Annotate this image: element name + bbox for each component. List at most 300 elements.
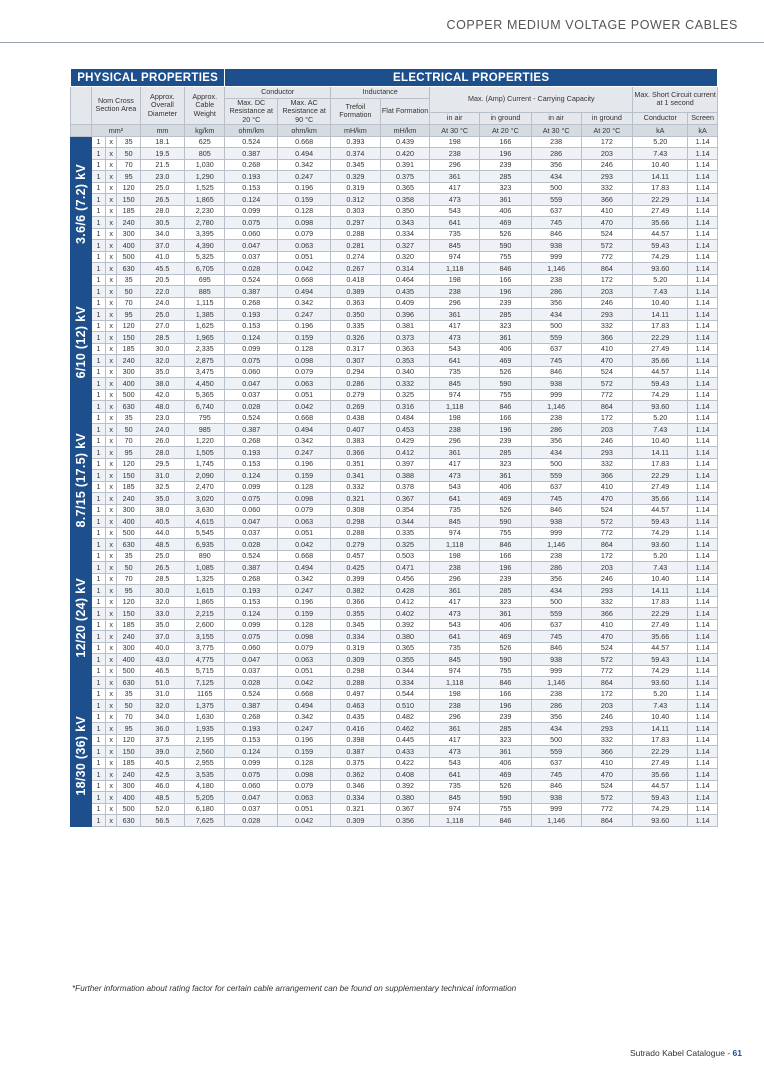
table-cell: x xyxy=(105,596,117,608)
table-cell: 630 xyxy=(117,815,140,827)
table-cell: x xyxy=(105,516,117,528)
table-cell: 637 xyxy=(531,481,581,493)
table-cell: 52.0 xyxy=(140,803,184,815)
table-cell: 5,545 xyxy=(185,527,225,539)
table-cell: 0.342 xyxy=(278,435,331,447)
table-cell: 500 xyxy=(531,596,581,608)
table-cell: 1.14 xyxy=(688,631,718,643)
table-cell: 0.037 xyxy=(225,251,278,263)
table-cell: 735 xyxy=(430,228,480,240)
table-cell: 19.5 xyxy=(140,148,184,160)
table-cell: 332 xyxy=(581,320,633,332)
table-cell: 406 xyxy=(480,757,532,769)
table-cell: 410 xyxy=(581,619,633,631)
table-cell: 755 xyxy=(480,665,532,677)
unit-cell: mH/km xyxy=(380,124,430,136)
trefoil-formation-header: Trefoil Formation xyxy=(331,99,381,125)
table-cell: 0.128 xyxy=(278,619,331,631)
inductance-header: Inductance xyxy=(331,87,430,99)
table-cell: 0.279 xyxy=(331,539,381,551)
table-cell: 246 xyxy=(581,159,633,171)
table-cell: 845 xyxy=(430,240,480,252)
table-cell: 473 xyxy=(430,746,480,758)
table-cell: 406 xyxy=(480,619,532,631)
table-cell: 1.14 xyxy=(688,746,718,758)
table-cell: 0.288 xyxy=(331,228,381,240)
table-cell: 1.14 xyxy=(688,608,718,620)
table-cell: 0.037 xyxy=(225,389,278,401)
table-cell: 240 xyxy=(117,355,140,367)
table-cell: 735 xyxy=(430,366,480,378)
table-cell: 203 xyxy=(581,148,633,160)
table-cell: 0.503 xyxy=(380,550,430,562)
table-cell: 0.668 xyxy=(278,550,331,562)
table-cell: 166 xyxy=(480,550,532,562)
table-cell: 24.0 xyxy=(140,297,184,309)
table-cell: x xyxy=(105,447,117,459)
table-cell: 0.060 xyxy=(225,642,278,654)
table-cell: 0.297 xyxy=(331,217,381,229)
voltage-group-text: 18/30 (36) kV xyxy=(74,716,89,796)
table-cell: 1.14 xyxy=(688,527,718,539)
table-cell: 0.037 xyxy=(225,665,278,677)
table-cell: 366 xyxy=(581,746,633,758)
table-cell: 641 xyxy=(430,493,480,505)
table-cell: 1 xyxy=(92,539,106,551)
table-cell: 630 xyxy=(117,263,140,275)
table-cell: 150 xyxy=(117,332,140,344)
table-cell: x xyxy=(105,746,117,758)
table-cell: x xyxy=(105,320,117,332)
table-cell: 434 xyxy=(531,447,581,459)
table-cell: 469 xyxy=(480,355,532,367)
table-cell: 410 xyxy=(581,205,633,217)
table-cell: 0.079 xyxy=(278,366,331,378)
table-cell: 35.66 xyxy=(633,217,688,229)
table-cell: 238 xyxy=(430,286,480,298)
table-cell: 17.83 xyxy=(633,182,688,194)
table-cell: 323 xyxy=(480,734,532,746)
table-cell: 46.5 xyxy=(140,665,184,677)
table-cell: 323 xyxy=(480,320,532,332)
table-cell: 196 xyxy=(480,424,532,436)
table-cell: 185 xyxy=(117,757,140,769)
table-cell: 27.49 xyxy=(633,619,688,631)
units-corner xyxy=(71,124,92,136)
table-row xyxy=(71,481,718,493)
table-cell: 240 xyxy=(117,493,140,505)
table-cell: 198 xyxy=(430,136,480,148)
table-cell: 1 xyxy=(92,424,106,436)
table-cell: 938 xyxy=(531,654,581,666)
table-cell: 196 xyxy=(480,562,532,574)
in-ground-20-flat-header: in ground xyxy=(581,112,633,124)
table-cell: 417 xyxy=(430,596,480,608)
table-cell: 93.60 xyxy=(633,401,688,413)
table-cell: 23.0 xyxy=(140,412,184,424)
table-cell: x xyxy=(105,274,117,286)
table-cell: 1 xyxy=(92,470,106,482)
table-cell: 0.075 xyxy=(225,769,278,781)
table-cell: 293 xyxy=(581,585,633,597)
table-cell: 203 xyxy=(581,424,633,436)
max-current-header: Max. (Amp) Current - Carrying Capacity xyxy=(430,87,633,113)
table-cell: 559 xyxy=(531,608,581,620)
table-cell: 4,450 xyxy=(185,378,225,390)
table-cell: 0.098 xyxy=(278,217,331,229)
table-row xyxy=(71,389,718,401)
table-cell: 0.159 xyxy=(278,470,331,482)
table-cell: 1,615 xyxy=(185,585,225,597)
table-cell: x xyxy=(105,780,117,792)
table-cell: 974 xyxy=(430,251,480,263)
table-row xyxy=(71,217,718,229)
table-cell: 0.408 xyxy=(380,769,430,781)
table-cell: 543 xyxy=(430,205,480,217)
table-cell: x xyxy=(105,642,117,654)
table-cell: 70 xyxy=(117,297,140,309)
table-cell: 0.381 xyxy=(380,320,430,332)
table-cell: 35.66 xyxy=(633,493,688,505)
table-cell: 1.14 xyxy=(688,228,718,240)
table-cell: 332 xyxy=(581,458,633,470)
table-cell: 1.14 xyxy=(688,389,718,401)
unit-cell: mH/km xyxy=(331,124,381,136)
table-cell: 559 xyxy=(531,332,581,344)
table-cell: 1 xyxy=(92,182,106,194)
table-cell: 559 xyxy=(531,746,581,758)
table-cell: 1.14 xyxy=(688,493,718,505)
table-cell: 0.099 xyxy=(225,205,278,217)
table-cell: 35 xyxy=(117,412,140,424)
table-cell: 27.49 xyxy=(633,757,688,769)
table-cell: 417 xyxy=(430,458,480,470)
table-cell: 0.159 xyxy=(278,194,331,206)
table-cell: 1.14 xyxy=(688,286,718,298)
table-cell: 0.288 xyxy=(331,677,381,689)
table-cell: 0.153 xyxy=(225,596,278,608)
table-cell: 25.0 xyxy=(140,182,184,194)
table-cell: 238 xyxy=(531,550,581,562)
table-cell: 526 xyxy=(480,780,532,792)
table-cell: 6,935 xyxy=(185,539,225,551)
table-cell: 203 xyxy=(581,700,633,712)
table-cell: 0.462 xyxy=(380,723,430,735)
table-cell: 0.028 xyxy=(225,263,278,275)
table-cell: 1165 xyxy=(185,688,225,700)
table-cell: 120 xyxy=(117,320,140,332)
unit-cell: At 20 °C xyxy=(581,124,633,136)
table-cell: 1.14 xyxy=(688,734,718,746)
table-cell: 0.445 xyxy=(380,734,430,746)
table-cell: 2,195 xyxy=(185,734,225,746)
table-cell: 0.321 xyxy=(331,493,381,505)
table-cell: 417 xyxy=(430,320,480,332)
table-cell: 473 xyxy=(430,608,480,620)
table-row xyxy=(71,343,718,355)
table-cell: 5,325 xyxy=(185,251,225,263)
table-cell: 27.49 xyxy=(633,205,688,217)
table-row xyxy=(71,516,718,528)
table-cell: 0.159 xyxy=(278,608,331,620)
table-cell: 1 xyxy=(92,355,106,367)
table-cell: 0.298 xyxy=(331,516,381,528)
table-cell: 999 xyxy=(531,389,581,401)
table-cell: 51.0 xyxy=(140,677,184,689)
table-cell: 755 xyxy=(480,251,532,263)
table-cell: 172 xyxy=(581,412,633,424)
table-cell: 974 xyxy=(430,803,480,815)
table-cell: 240 xyxy=(117,217,140,229)
table-cell: 30.0 xyxy=(140,343,184,355)
table-cell: 361 xyxy=(430,723,480,735)
table-cell: 0.365 xyxy=(380,182,430,194)
table-cell: 50 xyxy=(117,700,140,712)
table-cell: 637 xyxy=(531,205,581,217)
table-cell: x xyxy=(105,228,117,240)
table-row xyxy=(71,228,718,240)
table-cell: 745 xyxy=(531,355,581,367)
table-cell: 0.326 xyxy=(331,332,381,344)
table-cell: 1,935 xyxy=(185,723,225,735)
table-cell: 0.463 xyxy=(331,700,381,712)
table-cell: 1 xyxy=(92,228,106,240)
table-cell: 572 xyxy=(581,792,633,804)
table-cell: 35.0 xyxy=(140,493,184,505)
table-cell: 0.375 xyxy=(331,757,381,769)
table-cell: 1 xyxy=(92,263,106,275)
table-cell: 0.387 xyxy=(225,562,278,574)
table-cell: 846 xyxy=(531,780,581,792)
table-cell: 524 xyxy=(581,366,633,378)
table-cell: 637 xyxy=(531,757,581,769)
table-cell: 30.5 xyxy=(140,217,184,229)
flat-formation-header: Flat Formation xyxy=(380,99,430,125)
table-cell: 590 xyxy=(480,792,532,804)
table-cell: 1 xyxy=(92,251,106,263)
table-row xyxy=(71,194,718,206)
table-cell: 1.14 xyxy=(688,424,718,436)
table-row xyxy=(71,573,718,585)
table-cell: 0.398 xyxy=(331,734,381,746)
table-cell: 285 xyxy=(480,309,532,321)
table-cell: 406 xyxy=(480,205,532,217)
table-cell: 0.387 xyxy=(331,746,381,758)
conductor-sc-header: Conductor xyxy=(633,112,688,124)
table-row xyxy=(71,136,718,148)
header-divider xyxy=(0,42,764,43)
table-cell: 38.0 xyxy=(140,504,184,516)
table-cell: 974 xyxy=(430,527,480,539)
table-cell: 406 xyxy=(480,343,532,355)
table-cell: 2,335 xyxy=(185,343,225,355)
table-cell: x xyxy=(105,332,117,344)
unit-cell: kA xyxy=(688,124,718,136)
table-cell: 0.342 xyxy=(278,573,331,585)
table-cell: 6,740 xyxy=(185,401,225,413)
table-cell: 1 xyxy=(92,447,106,459)
table-cell: 0.342 xyxy=(278,159,331,171)
voltage-group-label xyxy=(71,412,92,550)
table-cell: x xyxy=(105,654,117,666)
unit-cell: mm² xyxy=(92,124,141,136)
table-cell: 1 xyxy=(92,688,106,700)
table-cell: 1.14 xyxy=(688,677,718,689)
table-cell: 0.124 xyxy=(225,746,278,758)
table-row xyxy=(71,401,718,413)
unit-cell: At 30 °C xyxy=(531,124,581,136)
table-cell: 286 xyxy=(531,148,581,160)
table-cell: 1.14 xyxy=(688,619,718,631)
table-cell: 50 xyxy=(117,424,140,436)
table-cell: 526 xyxy=(480,366,532,378)
table-cell: 0.327 xyxy=(380,240,430,252)
max-short-circuit-header: Max. Short Circuit current at 1 second xyxy=(633,87,718,113)
table-row xyxy=(71,458,718,470)
table-cell: 0.334 xyxy=(331,631,381,643)
table-row xyxy=(71,608,718,620)
table-cell: 238 xyxy=(430,700,480,712)
table-cell: 1.14 xyxy=(688,332,718,344)
table-cell: x xyxy=(105,562,117,574)
table-cell: 239 xyxy=(480,573,532,585)
table-cell: 366 xyxy=(581,470,633,482)
table-cell: 974 xyxy=(430,665,480,677)
table-cell: 473 xyxy=(430,332,480,344)
table-cell: 0.153 xyxy=(225,320,278,332)
table-cell: 1.14 xyxy=(688,251,718,263)
table-cell: 473 xyxy=(430,470,480,482)
table-cell: 864 xyxy=(581,539,633,551)
table-cell: 34.0 xyxy=(140,228,184,240)
table-cell: 473 xyxy=(430,194,480,206)
table-cell: 1.14 xyxy=(688,803,718,815)
table-cell: 1 xyxy=(92,366,106,378)
table-cell: 845 xyxy=(430,654,480,666)
table-cell: 14.11 xyxy=(633,309,688,321)
table-cell: 0.435 xyxy=(380,286,430,298)
table-cell: 285 xyxy=(480,723,532,735)
table-cell: 2,955 xyxy=(185,757,225,769)
table-cell: 0.268 xyxy=(225,435,278,447)
table-cell: 0.350 xyxy=(380,205,430,217)
table-cell: 70 xyxy=(117,435,140,447)
table-cell: 0.340 xyxy=(380,366,430,378)
table-cell: 93.60 xyxy=(633,677,688,689)
table-cell: 1.14 xyxy=(688,378,718,390)
voltage-group-text: 6/10 (12) kV xyxy=(74,305,89,379)
table-cell: 0.159 xyxy=(278,332,331,344)
table-cell: 0.344 xyxy=(380,516,430,528)
table-cell: 40.5 xyxy=(140,516,184,528)
table-cell: 166 xyxy=(480,274,532,286)
table-cell: 0.416 xyxy=(331,723,381,735)
table-row xyxy=(71,171,718,183)
table-cell: 7.43 xyxy=(633,424,688,436)
table-cell: x xyxy=(105,251,117,263)
table-cell: 26.5 xyxy=(140,194,184,206)
table-cell: 745 xyxy=(531,769,581,781)
table-cell: 238 xyxy=(531,412,581,424)
table-cell: 22.29 xyxy=(633,470,688,482)
table-cell: 0.047 xyxy=(225,378,278,390)
table-cell: 22.29 xyxy=(633,194,688,206)
table-cell: 1.14 xyxy=(688,539,718,551)
table-cell: 0.317 xyxy=(331,343,381,355)
table-cell: 938 xyxy=(531,378,581,390)
table-cell: 34.0 xyxy=(140,711,184,723)
table-cell: 0.098 xyxy=(278,631,331,643)
table-cell: x xyxy=(105,470,117,482)
table-cell: x xyxy=(105,297,117,309)
table-cell: 974 xyxy=(430,389,480,401)
table-cell: 361 xyxy=(480,470,532,482)
table-cell: 26.5 xyxy=(140,562,184,574)
table-cell: 1 xyxy=(92,550,106,562)
table-cell: 48.0 xyxy=(140,401,184,413)
table-cell: 1.14 xyxy=(688,182,718,194)
table-row xyxy=(71,769,718,781)
table-cell: 48.5 xyxy=(140,539,184,551)
table-cell: 14.11 xyxy=(633,585,688,597)
table-cell: 469 xyxy=(480,769,532,781)
table-cell: 323 xyxy=(480,458,532,470)
table-cell: 14.11 xyxy=(633,171,688,183)
table-cell: 293 xyxy=(581,723,633,735)
page-number: 61 xyxy=(732,1048,742,1058)
table-cell: 0.047 xyxy=(225,516,278,528)
table-cell: 0.494 xyxy=(278,148,331,160)
table-cell: 366 xyxy=(581,608,633,620)
table-cell: 0.329 xyxy=(331,171,381,183)
table-cell: 35.0 xyxy=(140,619,184,631)
table-cell: 864 xyxy=(581,401,633,413)
table-cell: 410 xyxy=(581,481,633,493)
table-cell: 0.268 xyxy=(225,159,278,171)
table-cell: 246 xyxy=(581,711,633,723)
table-cell: 238 xyxy=(430,148,480,160)
table-cell: 0.439 xyxy=(380,136,430,148)
table-cell: 0.453 xyxy=(380,424,430,436)
table-row xyxy=(71,654,718,666)
table-cell: 745 xyxy=(531,217,581,229)
table-cell: 1.14 xyxy=(688,136,718,148)
table-cell: 0.435 xyxy=(331,711,381,723)
table-cell: 35.66 xyxy=(633,355,688,367)
table-cell: 0.341 xyxy=(331,470,381,482)
table-cell: 0.378 xyxy=(380,481,430,493)
table-row xyxy=(71,274,718,286)
table-cell: 40.5 xyxy=(140,757,184,769)
table-cell: 70 xyxy=(117,159,140,171)
table-cell: 1.14 xyxy=(688,194,718,206)
table-row xyxy=(71,803,718,815)
table-cell: 772 xyxy=(581,251,633,263)
table-cell: 434 xyxy=(531,585,581,597)
table-cell: 0.396 xyxy=(380,309,430,321)
table-cell: 526 xyxy=(480,504,532,516)
cable-weight-header: Approx. Cable Weight xyxy=(185,87,225,125)
table-cell: 0.124 xyxy=(225,332,278,344)
table-cell: 293 xyxy=(581,171,633,183)
table-cell: 0.335 xyxy=(331,320,381,332)
table-cell: 0.124 xyxy=(225,470,278,482)
table-cell: x xyxy=(105,688,117,700)
table-cell: 1.14 xyxy=(688,366,718,378)
table-cell: 6,705 xyxy=(185,263,225,275)
table-cell: 630 xyxy=(117,539,140,551)
table-cell: 3,395 xyxy=(185,228,225,240)
